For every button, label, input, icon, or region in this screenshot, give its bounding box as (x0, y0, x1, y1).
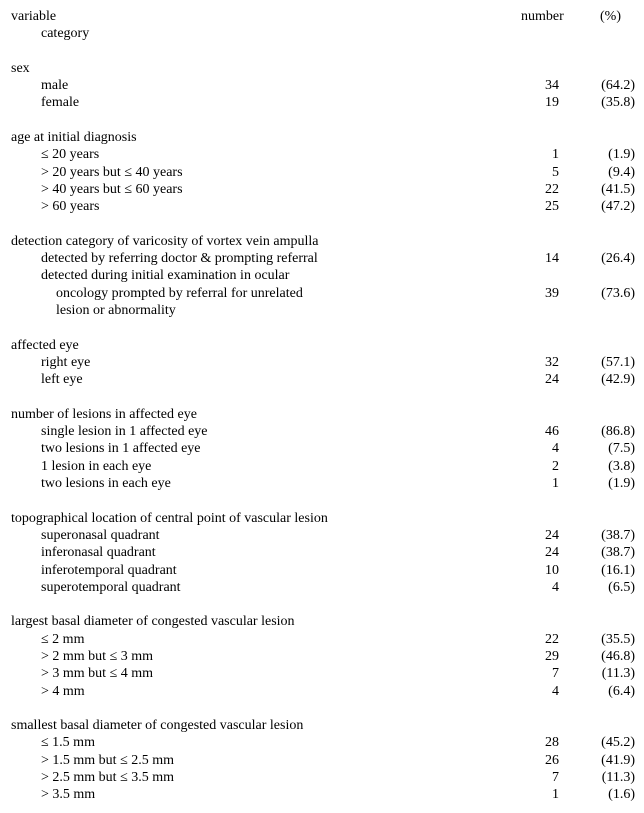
count-value: 24 (545, 372, 559, 388)
table-row (0, 423, 644, 440)
category-label: > 1.5 mm but ≤ 2.5 mm (41, 752, 175, 768)
category-label: 1 lesion in each eye (41, 458, 152, 474)
group-title-age-at-initial-diagnosis: age at initial diagnosis (11, 130, 137, 146)
percent-value: (38.7) (601, 545, 635, 561)
count-value: 39 (545, 285, 559, 301)
table-row (0, 371, 644, 388)
table-row (0, 579, 644, 596)
count-value: 7 (552, 770, 559, 786)
percent-value: (64.2) (601, 78, 635, 94)
group-title-row (0, 613, 644, 630)
table-row (0, 562, 644, 579)
count-value: 10 (545, 562, 559, 578)
table-row (0, 683, 644, 700)
category-label: superotemporal quadrant (41, 579, 181, 595)
group-title-row (0, 233, 644, 250)
group-spacer (0, 492, 644, 509)
category-label: inferonasal quadrant (41, 545, 156, 561)
percent-value: (46.8) (601, 648, 635, 664)
count-value: 46 (545, 424, 559, 440)
count-value: 4 (552, 441, 559, 457)
group-spacer (0, 112, 644, 129)
group-title-topographical-location-of-central-point-of-vascular-lesion: topographical location of central point of vascular lesion (11, 510, 328, 526)
count-value: 22 (545, 631, 559, 647)
table-body (0, 43, 644, 804)
percent-value: (35.5) (601, 631, 635, 647)
group-spacer (0, 596, 644, 613)
category-label: oncology prompted by referral for unrelated (56, 285, 303, 301)
category-label: > 3 mm but ≤ 4 mm (41, 666, 154, 682)
group-title-row (0, 129, 644, 146)
table-row (0, 77, 644, 94)
table-row (0, 181, 644, 198)
count-value: 32 (545, 354, 559, 370)
header-variable: variable (11, 9, 57, 24)
percent-value: (41.5) (601, 181, 635, 197)
category-label: male (41, 78, 69, 94)
table-row (0, 752, 644, 769)
count-value: 2 (552, 458, 559, 474)
group-title-largest-basal-diameter-of-congested-vascular-lesion: largest basal diameter of congested vascular lesion (11, 614, 295, 630)
table-subheader-row (0, 25, 644, 42)
table-row (0, 769, 644, 786)
percent-value: (11.3) (601, 770, 635, 786)
group-title-detection-category-of-varicosity-of-vortex-vein-ampulla: detection category of varicosity of vortex vein ampulla (11, 233, 319, 249)
count-value: 14 (545, 251, 559, 267)
category-label: detected by referring doctor & prompting referral (41, 251, 318, 267)
category-label: ≤ 20 years (41, 147, 100, 163)
count-value: 26 (545, 752, 559, 768)
percent-value: (57.1) (601, 354, 635, 370)
table-row (0, 164, 644, 181)
table-row (0, 440, 644, 457)
table-row (0, 544, 644, 561)
group-spacer (0, 389, 644, 406)
category-label: lesion or abnormality (56, 303, 176, 319)
category-label: ≤ 2 mm (41, 631, 85, 647)
count-value: 24 (545, 545, 559, 561)
count-value: 29 (545, 648, 559, 664)
category-label: > 2 mm but ≤ 3 mm (41, 648, 154, 664)
group-spacer (0, 216, 644, 233)
category-label: two lesions in 1 affected eye (41, 441, 201, 457)
group-spacer (0, 700, 644, 717)
percent-value: (7.5) (608, 441, 635, 457)
table-row (0, 94, 644, 111)
percent-value: (6.4) (608, 683, 635, 699)
count-value: 7 (552, 666, 559, 682)
percent-value: (47.2) (601, 199, 635, 215)
characteristics-table (0, 8, 644, 804)
table-row (0, 665, 644, 682)
category-label: two lesions in each eye (41, 476, 171, 492)
table-row (0, 475, 644, 492)
percent-value: (86.8) (601, 424, 635, 440)
category-label: > 3.5 mm (41, 787, 96, 803)
category-label: inferotemporal quadrant (41, 562, 177, 578)
table-row (0, 527, 644, 544)
category-label: > 4 mm (41, 683, 85, 699)
table-header-row (0, 8, 644, 25)
group-title-row (0, 717, 644, 734)
count-value: 1 (552, 476, 559, 492)
group-title-row (0, 337, 644, 354)
percent-value: (1.9) (608, 147, 635, 163)
table-row (0, 146, 644, 163)
table-row (0, 786, 644, 803)
percent-value: (41.9) (601, 752, 635, 768)
percent-value: (42.9) (601, 372, 635, 388)
count-value: 4 (552, 683, 559, 699)
table-row (0, 648, 644, 665)
percent-value: (9.4) (608, 164, 635, 180)
count-value: 25 (545, 199, 559, 215)
header-category: category (41, 26, 90, 42)
table-row (0, 734, 644, 751)
percent-value: (73.6) (601, 285, 635, 301)
count-value: 19 (545, 95, 559, 111)
percent-value: (35.8) (601, 95, 635, 111)
category-label: detected during initial examination in ocular (41, 268, 290, 284)
count-value: 4 (552, 579, 559, 595)
category-label: female (41, 95, 80, 111)
percent-value: (45.2) (601, 735, 635, 751)
table-row (0, 302, 644, 319)
category-label: ≤ 1.5 mm (41, 735, 95, 751)
percent-value: (38.7) (601, 527, 635, 543)
table-row (0, 250, 644, 267)
category-label: left eye (41, 372, 83, 388)
percent-value: (6.5) (608, 579, 635, 595)
count-value: 1 (552, 787, 559, 803)
percent-value: (26.4) (601, 251, 635, 267)
group-title-number-of-lesions-in-affected-eye: number of lesions in affected eye (11, 406, 197, 422)
group-title-row (0, 510, 644, 527)
count-value: 22 (545, 181, 559, 197)
percent-value: (1.9) (608, 476, 635, 492)
group-spacer (0, 319, 644, 336)
count-value: 5 (552, 164, 559, 180)
table-row (0, 267, 644, 284)
table-row (0, 198, 644, 215)
group-spacer (0, 43, 644, 60)
count-value: 34 (545, 78, 559, 94)
count-value: 28 (545, 735, 559, 751)
category-label: > 2.5 mm but ≤ 3.5 mm (41, 770, 175, 786)
count-value: 1 (552, 147, 559, 163)
category-label: > 40 years but ≤ 60 years (41, 181, 183, 197)
category-label: > 20 years but ≤ 40 years (41, 164, 183, 180)
group-title-row (0, 406, 644, 423)
category-label: right eye (41, 354, 91, 370)
table-row (0, 285, 644, 302)
header-number: number (521, 9, 564, 24)
category-label: > 60 years (41, 199, 100, 215)
group-title-sex: sex (11, 60, 30, 76)
group-title-smallest-basal-diameter-of-congested-vascular-lesion: smallest basal diameter of congested vascular lesion (11, 718, 304, 734)
percent-value: (3.8) (608, 458, 635, 474)
header-percent: (%) (600, 9, 621, 24)
table-row (0, 458, 644, 475)
percent-value: (16.1) (601, 562, 635, 578)
category-label: single lesion in 1 affected eye (41, 424, 208, 440)
category-label: superonasal quadrant (41, 527, 160, 543)
percent-value: (11.3) (601, 666, 635, 682)
table-row (0, 354, 644, 371)
group-title-affected-eye: affected eye (11, 337, 79, 353)
count-value: 24 (545, 527, 559, 543)
table-row (0, 631, 644, 648)
group-title-row (0, 60, 644, 77)
percent-value: (1.6) (608, 787, 635, 803)
